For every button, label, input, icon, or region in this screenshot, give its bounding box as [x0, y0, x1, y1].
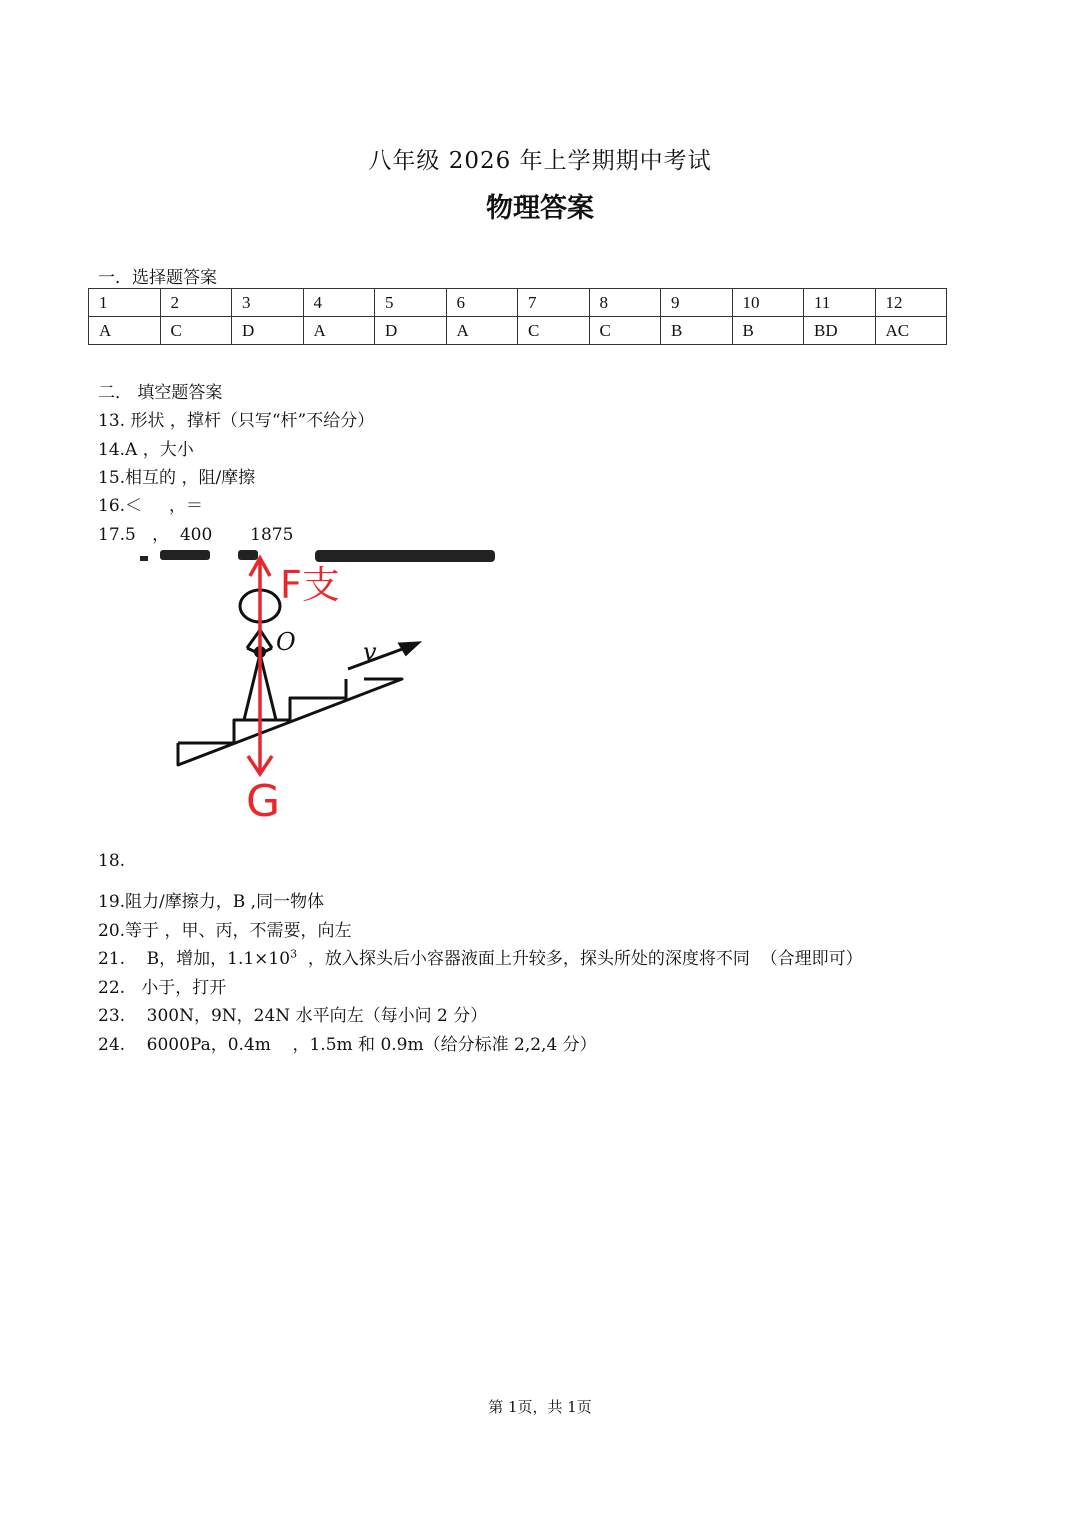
table-cell: BD [804, 317, 876, 345]
velocity-label: v [363, 638, 377, 666]
answer-18: 18. [98, 851, 126, 871]
answer-title: 物理答案 [486, 193, 594, 224]
answer-24: 24. 6000Pa，0.4m ，1.5m 和 0.9m（给分标准 2,2,4 分） [98, 1035, 597, 1055]
answer-21-suffix: ，放入探头后小容器液面上升较多，探头所处的深度将不同 （合理即可） [297, 949, 863, 969]
answer-21-exponent: 3 [290, 947, 298, 961]
table-cell: 10 [732, 289, 804, 317]
table-cell: 4 [303, 289, 375, 317]
table-cell: 5 [375, 289, 447, 317]
table-row-numbers [89, 289, 947, 317]
table-cell: 11 [804, 289, 876, 317]
table-cell: AC [875, 317, 947, 345]
section-fill-heading: 二． 填空题答案 [98, 383, 223, 403]
table-cell: 8 [589, 289, 661, 317]
table-cell: C [160, 317, 232, 345]
choice-answer-table [88, 288, 947, 345]
velocity-arrow [348, 643, 418, 669]
gravity-label: G [246, 776, 281, 827]
table-cell: D [232, 317, 304, 345]
table-cell: 3 [232, 289, 304, 317]
table-cell: D [375, 317, 447, 345]
table-cell: B [732, 317, 804, 345]
table-cell: A [303, 317, 375, 345]
table-cell: C [518, 317, 590, 345]
support-force-label: F支 [280, 563, 340, 607]
answer-20: 20.等于 ，甲、丙，不需要，向左 [98, 921, 352, 941]
table-cell: 6 [446, 289, 518, 317]
answer-19: 19.阻力/摩擦力，B ,同一物体 [98, 892, 325, 912]
table-cell: A [446, 317, 518, 345]
answer-15: 15.相互的 ，阻/摩擦 [98, 468, 256, 488]
escalator-steps [178, 679, 402, 765]
cropped-text-remnant [140, 550, 495, 562]
answer-17: 17.5 ， 400 1875 [98, 525, 294, 545]
table-cell: A [89, 317, 161, 345]
exam-title: 八年级 2026 年上学期期中考试 [368, 148, 712, 174]
answer-22: 22. 小于，打开 [98, 978, 227, 998]
page-footer: 第 1页，共 1页 [488, 1398, 592, 1416]
table-cell: C [589, 317, 661, 345]
table-cell: 2 [160, 289, 232, 317]
table-row-answers [89, 317, 947, 345]
point-label: O [276, 628, 296, 656]
table-cell: 1 [89, 289, 161, 317]
section-choice-heading: 一．选择题答案 [98, 268, 217, 288]
gravity-arrow [248, 652, 272, 774]
answer-23: 23. 300N，9N，24N 水平向左（每小问 2 分） [98, 1006, 488, 1026]
answer-16: 16.＜ ，＝ [98, 496, 204, 516]
answer-14: 14.A ，大小 [98, 440, 194, 460]
answer-21 [98, 944, 863, 969]
table-cell: 7 [518, 289, 590, 317]
answer-21-prefix: 21. B，增加，1.1×10 [98, 949, 291, 969]
answer-13: 13. 形状 ，撑杆（只写“杆”不给分） [98, 411, 375, 431]
table-cell: 12 [875, 289, 947, 317]
table-cell: 9 [661, 289, 733, 317]
force-diagram [130, 548, 510, 828]
table-cell: B [661, 317, 733, 345]
